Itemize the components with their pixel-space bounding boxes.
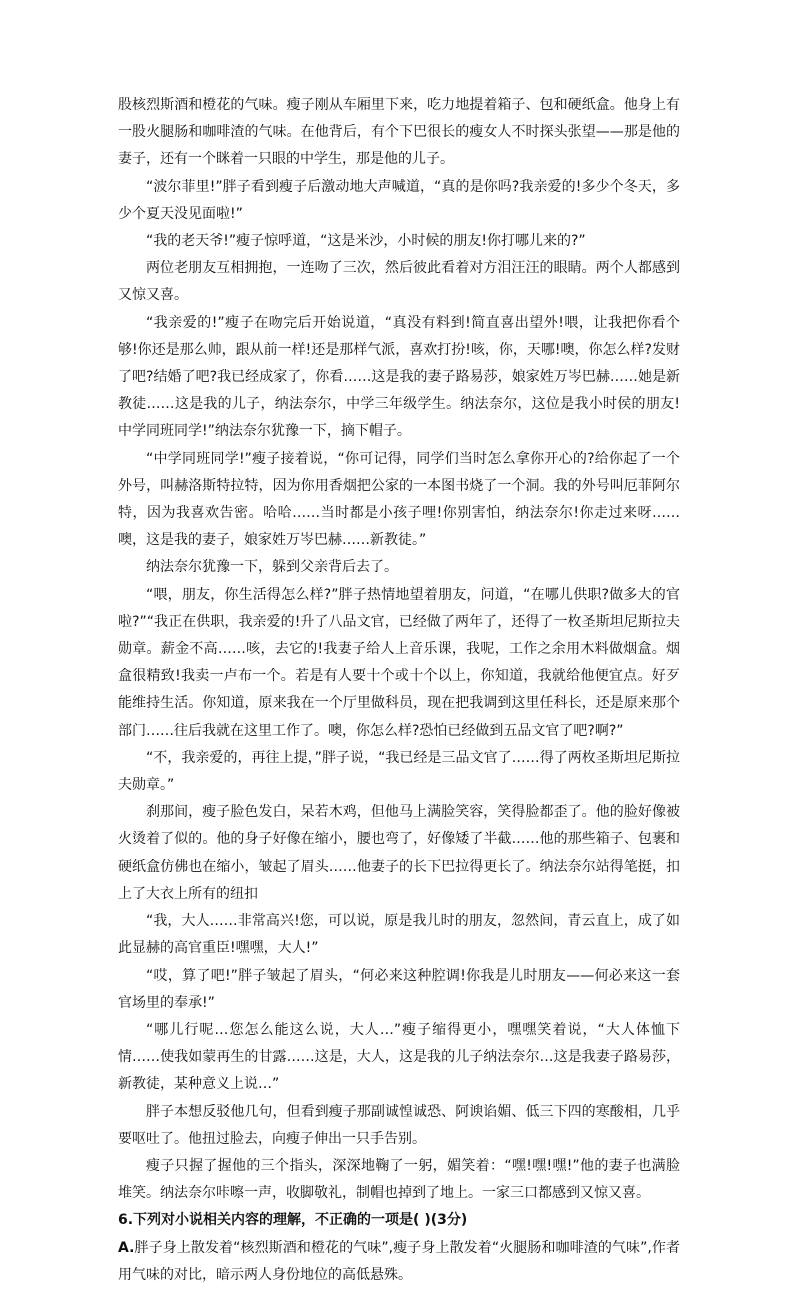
question-stem: 6.下列对小说相关内容的理解，不正确的一项是( )(3分) — [118, 1212, 468, 1229]
story-paragraph: “波尔菲里!”胖子看到瘦子后激动地大声喊道，“真的是你吗?我亲爱的!多少个冬天，多少个夏天没见面啦!” — [118, 178, 680, 222]
story-paragraph: “喂，朋友，你生活得怎么样?”胖子热情地望着朋友，问道，“在哪儿供职?做多大的官啦?”“我正在供职，我亲爱的!升了八品文官，已经做了两年了，还得了一枚圣斯坦尼斯拉夫勋章。薪金不高……咳，去它的!我妻子给人上音乐课，我呢，工作之余用木料做烟盒。烟盒很精致!我卖一卢布一个。若是有人要十个或十个以上，你知道，我就给他便宜点。好歹能维持生活。你知道，原来我在一个厅里做科员，现在把我调到这里任科长，还是原来那个部门……往后我就在这里工作了。噢，你怎么样?恐怕已经做到五品文官了吧?啊?” — [118, 586, 680, 739]
story-paragraph: 刹那间，瘦子脸色发白，呆若木鸡，但他马上满脸笑容，笑得脸都歪了。他的脸好像被火烫着了似的。他的身子好像在缩小，腰也弯了，好像矮了半截……他的那些箱子、包裹和硬纸盒仿佛也在缩小，皱起了眉头……他妻子的长下巴拉得更长了。纳法奈尔站得笔挺，扣上了大衣上所有的纽扣 — [118, 804, 680, 902]
story-body — [118, 92, 680, 1207]
story-paragraph: “我的老天爷!”瘦子惊呼道，“这是米沙，小时候的朋友!你打哪儿来的?” — [146, 233, 586, 250]
option-a-text: 胖子身上散发着“核烈斯酒和橙花的气味”,瘦子身上散发着“火腿肠和咖啡渣的气味”,作者用气味的对比，暗示两人身份地位的高低悬殊。 — [118, 1239, 680, 1283]
story-paragraph: “中学同班同学!”瘦子接着说，“你可记得，同学们当时怎么拿你开心的?给你起了一个外号，叫赫洛斯特拉特，因为你用香烟把公家的一本图书烧了一个洞。我的外号叫厄菲阿尔特，因为我喜欢告密。哈哈……当时都是小孩子哩!你别害怕，纳法奈尔!你走过来呀……噢，这是我的妻子，娘家姓万岑巴赫……新教徒。” — [118, 450, 680, 549]
story-paragraph: 股核烈斯酒和橙花的气味。瘦子刚从车厢里下来，吃力地提着箱子、包和硬纸盒。他身上有一股火腿肠和咖啡渣的气味。在他背后，有个下巴很长的瘦女人不时探头张望——那是他的妻子，还有一个眯着一只眼的中学生，那是他的儿子。 — [118, 97, 680, 168]
story-paragraph: “我亲爱的!”瘦子在吻完后开始说道，“真没有料到!简直喜出望外!喂，让我把你看个够!你还是那么帅，跟从前一样!还是那样气派，喜欢打扮!咳，你，天哪!噢，你怎么样?发财了吧?结婚了吧?我已经成家了，你看……这是我的妻子路易莎，娘家姓万岑巴赫……她是新教徒……这是我的儿子，纳法奈尔，中学三年级学生。纳法奈尔，这位是我小时侯的朋友!中学同班同学!”纳法奈尔犹豫一下，摘下帽子。 — [118, 314, 680, 440]
story-paragraph: 瘦子只握了握他的三个指头，深深地鞠了一躬，媚笑着：“嘿!嘿!嘿!”他的妻子也满脸堆笑。纳法奈尔咔嚓一声，收脚敬礼，制帽也掉到了地上。一家三口都感到又惊又喜。 — [118, 1157, 680, 1202]
story-paragraph: 纳法奈尔犹豫一下，躲到父亲背后去了。 — [146, 559, 398, 576]
story-paragraph: 两位老朋友互相拥抱，一连吻了三次，然后彼此看着对方泪汪汪的眼睛。两个人都感到又惊又喜。 — [118, 260, 680, 304]
story-paragraph: “哎，算了吧!”胖子皱起了眉头，“何必来这种腔调!你我是儿时朋友——何必来这一套官场里的奉承!” — [118, 967, 680, 1011]
question-option-a — [118, 1235, 680, 1289]
story-paragraph: “不，我亲爱的，再往上提，”胖子说，“我已经是三品文官了……得了两枚圣斯坦尼斯拉夫勋章。” — [118, 749, 680, 794]
story-paragraph: “我，大人……非常高兴!您，可以说，原是我儿时的朋友，忽然间，青云直上，成了如此显赫的高官重臣!嘿嘿，大人!” — [118, 913, 680, 957]
option-a-label: A. — [118, 1239, 135, 1256]
story-paragraph: “哪儿行呢…您怎么能这么说，大人…”瘦子缩得更小，嘿嘿笑着说，“大人体恤下情……使我如蒙再生的甘露……这是，大人，这是我的儿子纳法奈尔…这是我妻子路易莎，新教徒，某种意义上说…” — [118, 1021, 680, 1093]
document-page — [118, 92, 680, 1289]
story-paragraph: 胖子本想反驳他几句，但看到瘦子那副诚惶诚恐、阿谀谄媚、低三下四的寒酸相，几乎要呕吐了。他扭过脸去，向瘦子伸出一只手告别。 — [118, 1103, 680, 1147]
